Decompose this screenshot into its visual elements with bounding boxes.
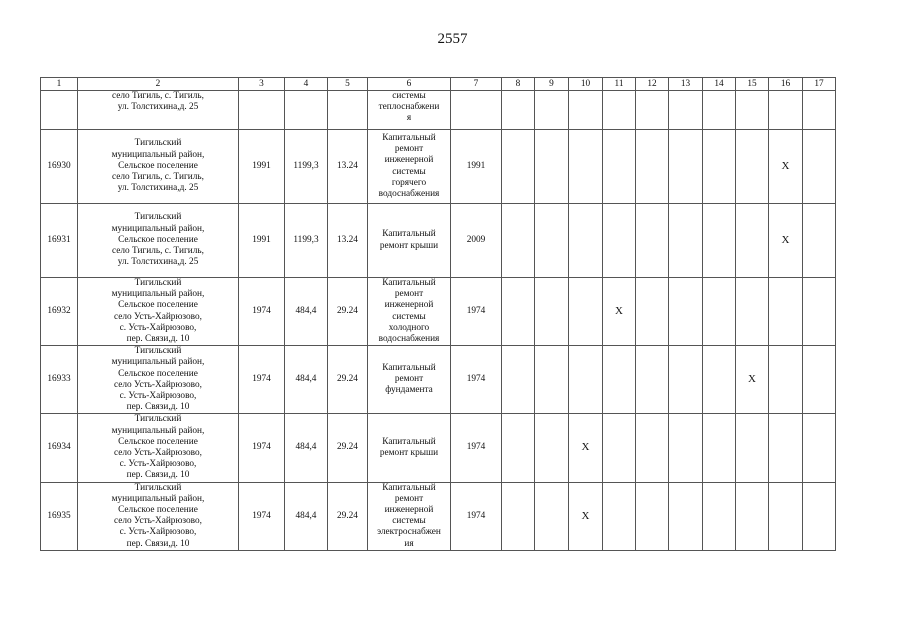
mark-cell-col-12 [636, 414, 669, 482]
mark-cell-col-15 [736, 482, 769, 550]
year-built-cell: 1991 [239, 130, 285, 204]
mark-cell-col-12 [636, 346, 669, 414]
column-number-14: 14 [703, 78, 736, 91]
area-cell: 1199,3 [285, 204, 328, 278]
record-number: 16931 [41, 204, 78, 278]
column-number-16: 16 [769, 78, 803, 91]
mark-cell-col-13 [669, 278, 703, 346]
work-cell: системы теплоснабжени я [368, 91, 451, 130]
mark-cell-col-8 [502, 482, 535, 550]
mark-cell-col-8 [502, 91, 535, 130]
table-row-continued [41, 91, 836, 130]
header-row [41, 78, 836, 91]
address-cell: Тигильский муниципальный район, Сельское поселение село Усть-Хайрюзово, с. Усть-Хайрюзово, пер. Связи,д. 10 [78, 346, 239, 414]
record-number [41, 91, 78, 130]
mark-cell-col-17 [803, 346, 836, 414]
work-cell: Капитальный ремонт фундамента [368, 346, 451, 414]
mark-cell-col-13 [669, 414, 703, 482]
mark-cell-col-13 [669, 482, 703, 550]
mark-cell-col-14 [703, 204, 736, 278]
mark-cell-col-14 [703, 482, 736, 550]
mark-cell-col-9 [535, 130, 569, 204]
mark-cell-col-16: X [769, 130, 803, 204]
year-built-cell [239, 91, 285, 130]
year-built-cell: 1974 [239, 414, 285, 482]
record-number: 16935 [41, 482, 78, 550]
address-cell: Тигильский муниципальный район, Сельское поселение село Усть-Хайрюзово, с. Усть-Хайрюзово, пер. Связи,д. 10 [78, 414, 239, 482]
area-cell: 484,4 [285, 414, 328, 482]
column-number-6: 6 [368, 78, 451, 91]
column-number-11: 11 [603, 78, 636, 91]
cost-cell: 13.24 [328, 130, 368, 204]
address-cell: Тигильский муниципальный район, Сельское поселение село Тигиль, с. Тигиль, ул. Толстихина,д. 25 [78, 204, 239, 278]
mark-cell-col-16 [769, 346, 803, 414]
mark-cell-col-12 [636, 278, 669, 346]
mark-cell-col-14 [703, 278, 736, 346]
mark-cell-col-10 [569, 91, 603, 130]
page-number: 2557 [437, 31, 468, 47]
mark-cell-col-15 [736, 204, 769, 278]
mark-cell-col-12 [636, 130, 669, 204]
year-cell: 1991 [451, 130, 502, 204]
area-cell: 484,4 [285, 482, 328, 550]
column-number-17: 17 [803, 78, 836, 91]
cost-cell [328, 91, 368, 130]
mark-cell-col-17 [803, 414, 836, 482]
mark-cell-col-10: X [569, 414, 603, 482]
column-number-2: 2 [78, 78, 239, 91]
mark-cell-col-16 [769, 482, 803, 550]
area-cell: 1199,3 [285, 130, 328, 204]
mark-cell-col-8 [502, 414, 535, 482]
record-number: 16930 [41, 130, 78, 204]
address-cell: село Тигиль, с. Тигиль, ул. Толстихина,д. 25 [78, 91, 239, 130]
year-built-cell: 1991 [239, 204, 285, 278]
mark-cell-col-9 [535, 278, 569, 346]
cost-cell: 29.24 [328, 482, 368, 550]
mark-cell-col-8 [502, 130, 535, 204]
year-cell [451, 91, 502, 130]
address-cell: Тигильский муниципальный район, Сельское поселение село Усть-Хайрюзово, с. Усть-Хайрюзово, пер. Связи,д. 10 [78, 278, 239, 346]
mark-cell-col-10 [569, 130, 603, 204]
mark-cell-col-11 [603, 130, 636, 204]
mark-cell-col-13 [669, 130, 703, 204]
table-body [41, 78, 836, 551]
mark-cell-col-12 [636, 482, 669, 550]
mark-cell-col-10 [569, 346, 603, 414]
mark-cell-col-9 [535, 346, 569, 414]
work-cell: Капитальный ремонт крыши [368, 414, 451, 482]
year-cell: 1974 [451, 278, 502, 346]
mark-cell-col-11 [603, 204, 636, 278]
mark-cell-col-11 [603, 414, 636, 482]
mark-cell-col-10 [569, 204, 603, 278]
mark-cell-col-16 [769, 414, 803, 482]
mark-cell-col-14 [703, 91, 736, 130]
mark-cell-col-9 [535, 414, 569, 482]
year-built-cell: 1974 [239, 482, 285, 550]
mark-cell-col-12 [636, 204, 669, 278]
cost-cell: 29.24 [328, 346, 368, 414]
area-cell [285, 91, 328, 130]
mark-cell-col-14 [703, 414, 736, 482]
work-cell: Капитальный ремонт инженерной системы электроснабжен ия [368, 482, 451, 550]
year-built-cell: 1974 [239, 346, 285, 414]
mark-cell-col-15: X [736, 346, 769, 414]
mark-cell-col-11 [603, 346, 636, 414]
mark-cell-col-8 [502, 346, 535, 414]
mark-cell-col-12 [636, 91, 669, 130]
area-cell: 484,4 [285, 278, 328, 346]
mark-cell-col-14 [703, 130, 736, 204]
mark-cell-col-16: X [769, 204, 803, 278]
year-cell: 1974 [451, 482, 502, 550]
mark-cell-col-17 [803, 91, 836, 130]
column-number-7: 7 [451, 78, 502, 91]
table-row [41, 130, 836, 204]
mark-cell-col-17 [803, 482, 836, 550]
work-cell: Капитальный ремонт инженерной системы холодного водоснабжения [368, 278, 451, 346]
mark-cell-col-16 [769, 91, 803, 130]
area-cell: 484,4 [285, 346, 328, 414]
column-number-9: 9 [535, 78, 569, 91]
mark-cell-col-9 [535, 482, 569, 550]
address-cell: Тигильский муниципальный район, Сельское поселение село Усть-Хайрюзово, с. Усть-Хайрюзово, пер. Связи,д. 10 [78, 482, 239, 550]
column-number-3: 3 [239, 78, 285, 91]
mark-cell-col-15 [736, 414, 769, 482]
column-number-12: 12 [636, 78, 669, 91]
mark-cell-col-14 [703, 346, 736, 414]
table-row [41, 278, 836, 346]
column-number-13: 13 [669, 78, 703, 91]
mark-cell-col-10: X [569, 482, 603, 550]
cost-cell: 29.24 [328, 278, 368, 346]
cost-cell: 29.24 [328, 414, 368, 482]
mark-cell-col-13 [669, 204, 703, 278]
mark-cell-col-17 [803, 130, 836, 204]
table-row [41, 204, 836, 278]
table-row [41, 482, 836, 550]
address-cell: Тигильский муниципальный район, Сельское поселение село Тигиль, с. Тигиль, ул. Толстихина,д. 25 [78, 130, 239, 204]
mark-cell-col-11: X [603, 278, 636, 346]
mark-cell-col-8 [502, 204, 535, 278]
mark-cell-col-10 [569, 278, 603, 346]
mark-cell-col-9 [535, 204, 569, 278]
cost-cell: 13.24 [328, 204, 368, 278]
column-number-4: 4 [285, 78, 328, 91]
year-built-cell: 1974 [239, 278, 285, 346]
record-number: 16933 [41, 346, 78, 414]
mark-cell-col-11 [603, 482, 636, 550]
column-number-1: 1 [41, 78, 78, 91]
column-number-15: 15 [736, 78, 769, 91]
year-cell: 1974 [451, 346, 502, 414]
column-number-8: 8 [502, 78, 535, 91]
mark-cell-col-17 [803, 278, 836, 346]
table-row [41, 346, 836, 414]
table-row [41, 414, 836, 482]
mark-cell-col-9 [535, 91, 569, 130]
mark-cell-col-8 [502, 278, 535, 346]
mark-cell-col-11 [603, 91, 636, 130]
column-number-10: 10 [569, 78, 603, 91]
mark-cell-col-13 [669, 91, 703, 130]
mark-cell-col-13 [669, 346, 703, 414]
mark-cell-col-16 [769, 278, 803, 346]
column-number-5: 5 [328, 78, 368, 91]
record-number: 16934 [41, 414, 78, 482]
mark-cell-col-15 [736, 91, 769, 130]
record-number: 16932 [41, 278, 78, 346]
mark-cell-col-15 [736, 130, 769, 204]
year-cell: 2009 [451, 204, 502, 278]
year-cell: 1974 [451, 414, 502, 482]
work-cell: Капитальный ремонт крыши [368, 204, 451, 278]
register-table [40, 77, 836, 551]
mark-cell-col-17 [803, 204, 836, 278]
work-cell: Капитальный ремонт инженерной системы горячего водоснабжения [368, 130, 451, 204]
mark-cell-col-15 [736, 278, 769, 346]
